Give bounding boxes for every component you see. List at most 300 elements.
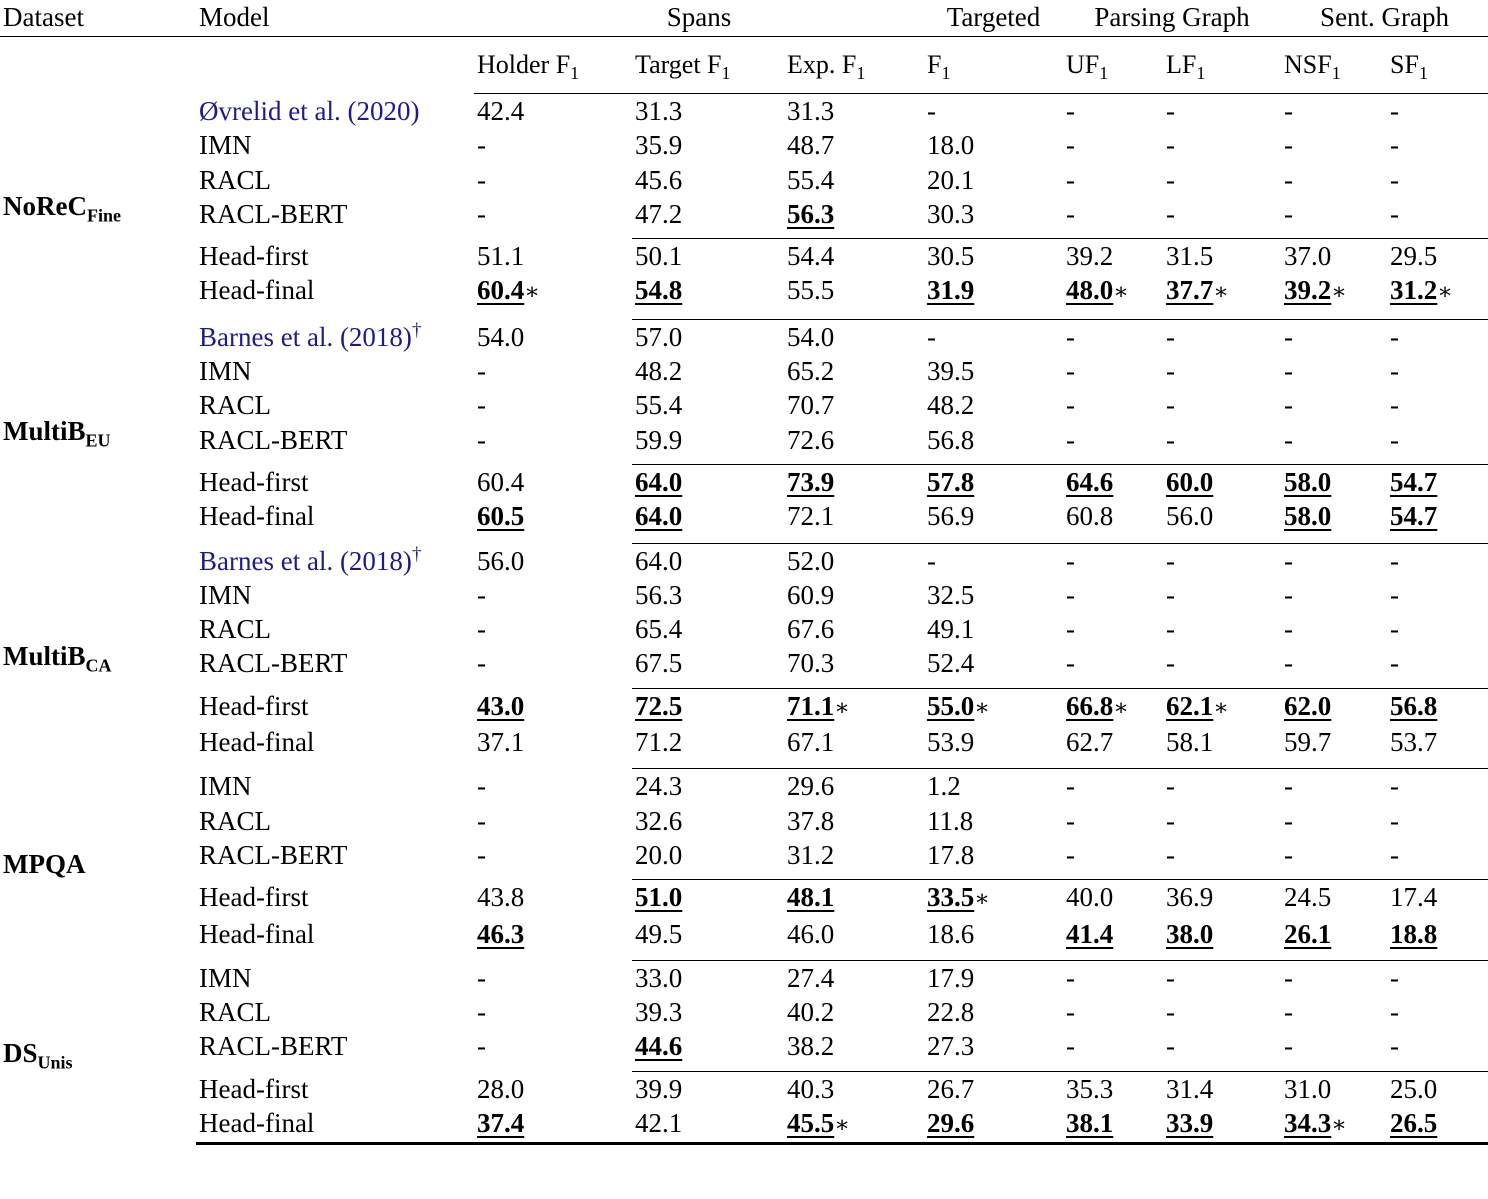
metric-cell [1281,354,1387,388]
empty-value-dash: - [1390,614,1400,645]
empty-value-dash: - [1166,648,1176,679]
citation-link[interactable]: Barnes et al. (2018) [199,545,412,576]
rule-segment [1387,759,1488,769]
table-row [0,319,1488,354]
rule-segment [924,310,1063,320]
metric-value: 24.3 [635,771,683,802]
metric-cell [1281,163,1387,197]
metric-cell [1387,804,1488,838]
model-name: RACL [199,390,272,421]
header-group-row [0,0,1488,37]
rule-row [0,872,1488,880]
rule-segment [784,231,924,239]
empty-value-dash: - [477,130,486,161]
metric-cell [1063,804,1163,838]
empty-value-dash: - [1166,579,1176,610]
metric-cell [1163,688,1281,725]
metric-cell [1387,499,1488,533]
rule-segment [924,457,1063,465]
model-cell [196,612,474,646]
empty-value-dash: - [477,839,486,870]
metric-cell [1163,464,1281,499]
metric-value-best: 64.0 [635,501,683,532]
significance-star: ∗ [1113,694,1129,720]
header-sub-row [0,37,1488,94]
metric-cell [784,163,924,197]
metric-value-best: 55.0 [927,690,975,721]
metric-value: 31.2 [787,839,835,870]
table-row [0,1029,1488,1063]
metric-cell [784,197,924,231]
rule-segment [196,457,474,465]
metric-cell [784,960,924,995]
empty-value-dash: - [1390,962,1400,993]
metric-cell [924,464,1063,499]
metric-value-best: 37.7 [1166,275,1214,306]
header-sub-lf1 [1163,37,1281,94]
metric-value: 42.1 [635,1108,683,1139]
dataset-name: MultiB [3,640,86,671]
rule-segment [784,310,924,320]
rule-segment [1387,951,1488,961]
header-sub-model-blank [196,37,474,94]
metric-cell [632,688,784,725]
metric-cell [1281,880,1387,917]
header-sub-exp-f1 [784,37,924,94]
significance-star: ∗ [1331,1112,1347,1138]
table-row [0,128,1488,162]
rule-segment [1063,951,1163,961]
empty-value-dash: - [1284,997,1294,1028]
rule-segment [1387,1144,1488,1146]
empty-value-dash: - [1066,96,1076,126]
metric-value-best: 62.1 [1166,690,1214,721]
empty-value-dash: - [477,805,486,836]
empty-value-dash: - [1066,1031,1076,1062]
metric-cell [474,838,632,872]
rule-segment [474,872,632,880]
model-cell [196,354,474,388]
empty-value-dash: - [1166,805,1176,836]
empty-value-dash: - [1390,997,1400,1028]
metric-cell [1063,917,1163,951]
dataset-subscript: CA [85,655,112,676]
metric-cell [1063,838,1163,872]
rule-segment [1063,231,1163,239]
model-name: IMN [199,579,252,610]
rule-row [0,1064,1488,1072]
metric-cell [1281,239,1387,274]
metric-cell [784,1106,924,1144]
metric-cell [924,1029,1063,1063]
empty-value-dash: - [1066,614,1076,645]
metric-cell [924,354,1063,388]
metric-value: 35.9 [635,130,683,161]
citation-link[interactable]: Barnes et al. (2018) [199,321,412,352]
model-name: IMN [199,130,252,161]
header-sub-uf-label: UF [1066,50,1100,79]
metric-value-best: 29.6 [927,1108,975,1139]
metric-cell [1163,499,1281,533]
empty-value-dash: - [477,424,486,455]
rule-segment [784,1064,924,1072]
metric-cell [924,804,1063,838]
empty-value-dash: - [477,579,486,610]
empty-value-dash: - [1066,545,1076,576]
metric-cell [924,499,1063,533]
empty-value-dash: - [1166,390,1176,421]
table-row [0,769,1488,804]
rule-segment [924,534,1063,544]
metric-cell [924,128,1063,162]
metric-value-best: 58.0 [1284,501,1332,532]
model-cell [196,388,474,422]
metric-value-best: 38.0 [1166,918,1214,949]
rule-row [0,457,1488,465]
metric-cell [1387,1106,1488,1144]
metric-value-best: 54.8 [635,275,683,306]
metric-cell [474,1029,632,1063]
metric-value: 52.0 [787,545,835,576]
rule-segment [1387,681,1488,689]
empty-value-dash: - [1390,771,1400,802]
header-sub-holder-f1 [474,37,632,94]
metric-cell [1281,543,1387,578]
metric-cell [474,423,632,457]
empty-value-dash: - [1166,96,1176,126]
metric-cell [632,880,784,917]
model-name: RACL-BERT [199,839,348,870]
metric-cell [474,578,632,612]
significance-star: ∗ [974,886,990,912]
metric-value-best: 64.0 [635,466,683,497]
empty-value-dash: - [1390,579,1400,610]
empty-value-dash: - [1390,164,1400,195]
rule-segment [1387,1064,1488,1072]
metric-value: 30.3 [927,198,975,229]
metric-value: 29.5 [1390,241,1438,272]
rule-segment [1163,310,1281,320]
header-sub-target-label: Target F [635,50,722,79]
metric-cell [474,163,632,197]
model-cell [196,163,474,197]
empty-value-dash: - [1284,424,1294,455]
rule-row [0,534,1488,544]
dataset-name-cell [0,94,196,320]
metric-cell [632,804,784,838]
rule-segment [474,1144,632,1146]
metric-cell [924,917,1063,951]
metric-value: 33.0 [635,962,683,993]
rule-segment [1163,457,1281,465]
metric-cell [784,128,924,162]
metric-cell [784,688,924,725]
metric-cell [924,388,1063,422]
metric-cell [924,239,1063,274]
metric-cell [632,1029,784,1063]
rule-row [0,951,1488,961]
metric-value-best: 31.2 [1390,275,1438,306]
table-row [0,612,1488,646]
metric-value-best: 46.3 [477,918,525,949]
metric-value: 31.5 [1166,241,1214,272]
empty-value-dash: - [1066,648,1076,679]
rule-segment [1387,310,1488,320]
metric-cell [924,423,1063,457]
rule-segment [1281,534,1387,544]
subscript-1: 1 [1196,63,1206,84]
metric-value-best: 60.4 [477,275,525,306]
metric-cell [474,319,632,354]
dataset-name: MPQA [3,849,86,880]
metric-cell [1281,917,1387,951]
empty-value-dash: - [1284,198,1294,229]
metric-cell [1063,725,1163,759]
metric-value-best: 48.1 [787,882,835,913]
metric-value: 62.7 [1066,727,1114,758]
metric-cell [1063,354,1163,388]
model-cell [196,239,474,274]
metric-cell [924,995,1063,1029]
metric-cell [632,94,784,129]
metric-value-best: 57.8 [927,466,975,497]
table-row [0,646,1488,680]
metric-cell [632,464,784,499]
metric-cell [924,725,1063,759]
model-name: IMN [199,771,252,802]
metric-cell [1281,995,1387,1029]
metric-cell [1063,1071,1163,1106]
metric-value: 31.4 [1166,1073,1214,1104]
metric-value: 31.0 [1284,1073,1332,1104]
table-row [0,464,1488,499]
dagger-marker: † [411,543,422,565]
empty-value-dash: - [477,356,486,387]
empty-value-dash: - [1284,545,1294,576]
table-row [0,163,1488,197]
metric-cell [1163,239,1281,274]
metric-cell [1281,1071,1387,1106]
metric-value: 43.8 [477,882,525,913]
rule-segment [1063,759,1163,769]
metric-cell [924,646,1063,680]
empty-value-dash: - [1284,1031,1294,1062]
dataset-subscript: Unis [37,1052,73,1073]
table-row [0,880,1488,917]
dataset-subscript: Fine [86,205,121,226]
metric-value-best: 34.3 [1284,1108,1332,1139]
rule-segment [196,231,474,239]
model-cell [196,880,474,917]
empty-value-dash: - [1066,130,1076,161]
metric-cell [474,1071,632,1106]
metric-cell [784,838,924,872]
metric-value: 54.4 [787,241,835,272]
metric-cell [474,1106,632,1144]
metric-value: 64.0 [635,545,683,576]
model-cell [196,688,474,725]
table-row [0,995,1488,1029]
metric-cell [1163,163,1281,197]
metric-cell [1063,273,1163,309]
metric-cell [1063,995,1163,1029]
metric-cell [474,612,632,646]
empty-value-dash: - [1390,390,1400,421]
metric-cell [1281,578,1387,612]
metric-value: 17.4 [1390,882,1438,913]
metric-cell [1163,1029,1281,1063]
empty-value-dash: - [1284,648,1294,679]
metric-cell [474,94,632,129]
metric-cell [924,688,1063,725]
significance-star: ∗ [974,694,990,720]
rule-segment [1281,310,1387,320]
metric-value: 20.0 [635,839,683,870]
model-name: IMN [199,962,252,993]
metric-cell [1063,239,1163,274]
rule-row [0,681,1488,689]
rule-row [0,231,1488,239]
metric-value: 45.6 [635,164,683,195]
rule-segment [1163,1144,1281,1146]
empty-value-dash: - [1284,130,1294,161]
header-sub-sf1 [1387,37,1488,94]
header-sub-target-f1 [632,37,784,94]
metric-cell [474,646,632,680]
model-cell [196,917,474,951]
rule-segment [196,759,474,769]
subscript-1: 1 [570,63,580,84]
empty-value-dash: - [1390,545,1400,576]
metric-cell [632,319,784,354]
metric-cell [1281,128,1387,162]
rule-segment [784,1144,924,1146]
header-sub-sf-label: SF [1390,50,1419,79]
metric-cell [784,646,924,680]
rule-segment [196,310,474,320]
metric-cell [784,804,924,838]
metric-value-best: 18.8 [1390,918,1438,949]
empty-value-dash: - [1284,839,1294,870]
rule-segment [196,951,474,961]
empty-value-dash: - [1066,771,1076,802]
citation-link[interactable]: Øvrelid et al. (2020) [199,96,420,126]
rule-segment [1063,310,1163,320]
empty-value-dash: - [1066,839,1076,870]
empty-value-dash: - [1284,805,1294,836]
header-sub-holder-label: Holder F [477,50,571,79]
metric-cell [1387,612,1488,646]
rule-segment [1281,759,1387,769]
rule-segment [924,1144,1063,1146]
model-cell [196,1071,474,1106]
metric-cell [784,388,924,422]
metric-value: 40.3 [787,1073,835,1104]
metric-value: 48.2 [635,356,683,387]
rule-segment [1063,1064,1163,1072]
model-name: Head-final [199,275,315,306]
empty-value-dash: - [1166,771,1176,802]
table-row [0,239,1488,274]
rule-segment [1063,1144,1163,1146]
metric-cell [474,388,632,422]
metric-value-best: 26.5 [1390,1108,1438,1139]
model-name: Head-final [199,727,315,758]
model-cell [196,578,474,612]
metric-cell [474,917,632,951]
model-cell [196,1029,474,1063]
rule-segment [632,1064,784,1072]
metric-cell [784,1071,924,1106]
empty-value-dash: - [1166,164,1176,195]
significance-star: ∗ [1213,694,1229,720]
empty-value-dash: - [477,997,486,1028]
empty-value-dash: - [1390,424,1400,455]
header-sub-lf-label: LF [1166,50,1197,79]
metric-cell [1387,239,1488,274]
dagger-marker: † [411,319,422,341]
rule-segment [924,681,1063,689]
metric-value-best: 31.9 [927,275,975,306]
rule-segment [1281,1064,1387,1072]
metric-cell [1387,578,1488,612]
metric-cell [474,960,632,995]
table-row [0,499,1488,533]
metric-cell [1387,273,1488,309]
rule-segment [924,759,1063,769]
metric-value-best: 66.8 [1066,690,1114,721]
metric-cell [632,646,784,680]
metric-value: 60.8 [1066,501,1114,532]
metric-cell [784,239,924,274]
metric-cell [632,578,784,612]
metric-value-best: 71.1 [787,690,835,721]
model-cell [196,838,474,872]
metric-cell [1387,1071,1488,1106]
model-name: Head-final [199,501,315,532]
metric-value: 70.3 [787,648,835,679]
header-sub-dataset-blank [0,37,196,94]
metric-cell [1387,725,1488,759]
metric-cell [632,543,784,578]
dataset-name: NoReC [3,191,87,222]
empty-value-dash: - [1166,997,1176,1028]
metric-cell [1063,163,1163,197]
metric-cell [1163,1106,1281,1144]
metric-value-best: 44.6 [635,1031,683,1062]
metric-value: 20.1 [927,164,975,195]
metric-cell [632,1071,784,1106]
metric-value: 42.4 [477,96,525,126]
metric-value-best: 64.6 [1066,466,1114,497]
metric-value: 56.9 [927,501,975,532]
metric-value: 48.7 [787,130,835,161]
empty-value-dash: - [1166,839,1176,870]
rule-segment [924,872,1063,880]
rule-segment [196,1144,474,1146]
metric-value-best: 56.3 [787,198,835,229]
metric-value: 51.1 [477,241,525,272]
rule-segment [784,759,924,769]
empty-value-dash: - [1066,321,1076,352]
metric-cell [1387,688,1488,725]
empty-value-dash: - [1066,356,1076,387]
metric-value-best: 72.5 [635,690,683,721]
metric-cell [474,543,632,578]
empty-value-dash: - [1390,130,1400,161]
model-cell [196,273,474,309]
dataset-name-cell [0,319,196,543]
